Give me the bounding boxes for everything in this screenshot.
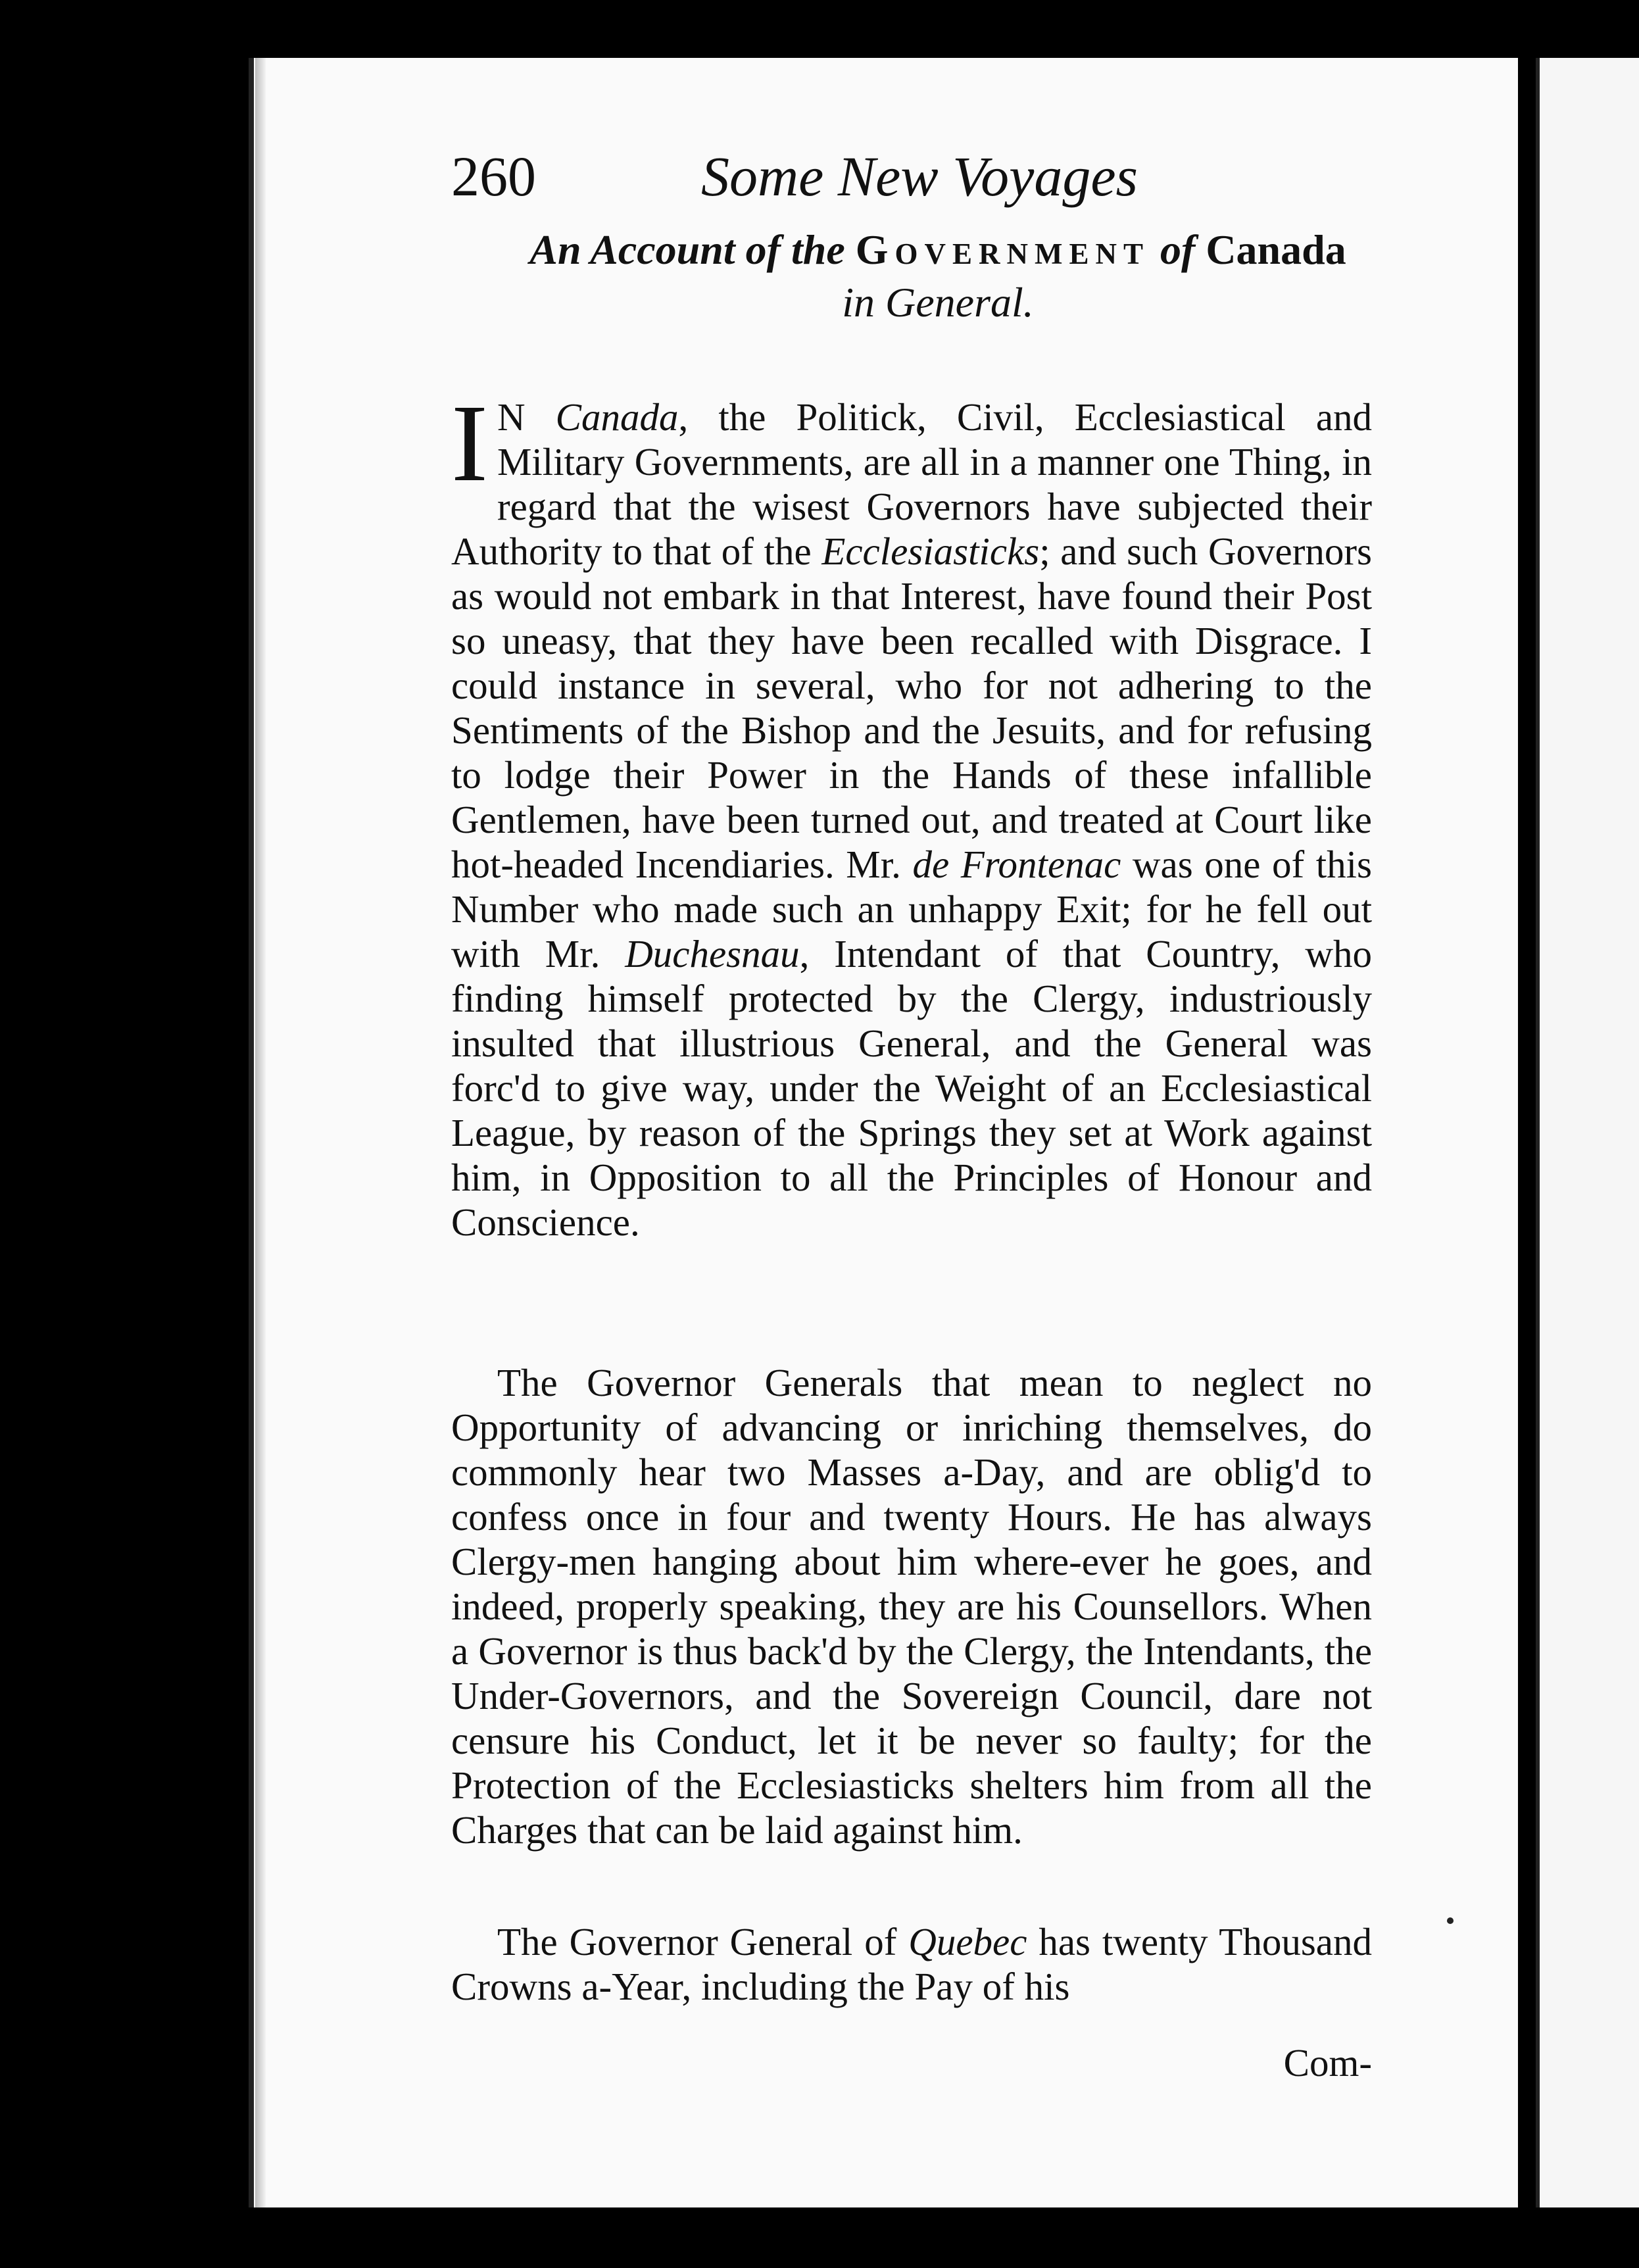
- text-run: , Intendant of that Country, who finding himself protected by the Clergy, industriously insulted that illustrious General, and the General was forc'd to give way, under the Weight of an Ecclesiastical League, by reason of the Springs they set at Work against him, in Opposition to all the Principles of Honour and Conscience.: [451, 932, 1373, 1244]
- drop-cap: I: [451, 382, 488, 505]
- paragraph-1: [451, 382, 1373, 1245]
- heading-part: An Account: [529, 226, 735, 273]
- italic-run: Duchesnau: [625, 932, 800, 975]
- paragraph-2: The Governor Generals that mean to neglect no Opportunity of advancing or inriching themselves, do commonly hear two Masses a-Day, and are oblig'd to confess once in four and twenty Hours. He has always Clergy-men hanging about him where-ever he goes, and indeed, properly speaking, they are his Counsellors. When a Governor is thus back'd by the Clergy, the Intendants, the Under-Governors, and the Sovereign Council, dare not censure his Conduct, let it be never so faulty; for the Protection of the Ecclesiasticks shelters him from all the Charges that can be laid against him.: [451, 1361, 1372, 1852]
- heading-part: of the: [735, 226, 856, 273]
- running-head: [451, 130, 1372, 222]
- page-number: 260: [451, 145, 536, 208]
- text-run: ; and such Governors as would not embark in that Interest, have found their Post so uneasy, that they have been recalled with Disgrace. I could instance in several, who for not adhering to the Sentiments of the Bishop and the Jesuits, and for refusing to lodge their Power in the Hands of these infallible Gentlemen, have been turned out, and treated at Court like hot-headed Incendiaries. Mr.: [451, 530, 1372, 886]
- heading-part: Government: [855, 226, 1150, 273]
- margin-dot: [1447, 1917, 1454, 1924]
- paragraph-3: [451, 1919, 1372, 2009]
- heading-part: of: [1150, 226, 1206, 273]
- facing-page-edge: [1536, 58, 1639, 2207]
- text-run: , the Politick, Civil, Ecclesiastical and Military Governments, are all in a manner one Thing, in regard that the wisest Governors have subjected their Authority to that of the: [451, 395, 1373, 573]
- heading-part: Canada: [1206, 226, 1346, 273]
- running-title: Some New Voyages: [701, 145, 1138, 208]
- section-heading: [412, 224, 1464, 329]
- italic-run: Quebec: [908, 1920, 1027, 1963]
- book-page: [249, 58, 1518, 2207]
- heading-line2: in General.: [842, 279, 1034, 326]
- text-run: The Governor General of: [497, 1920, 909, 1963]
- italic-run: de Frontenac: [912, 843, 1121, 886]
- text-run: has twenty Thousand Crowns a-Year, including the Pay of his: [451, 1920, 1372, 2008]
- italic-run: Canada: [555, 395, 679, 439]
- text-run: was one of this Number who made such an unhappy Exit; for he fell out with Mr.: [451, 843, 1372, 975]
- italic-run: Ecclesiasticks: [821, 530, 1040, 573]
- catchword: Com-: [1283, 2041, 1372, 2084]
- text-run: N: [497, 395, 556, 439]
